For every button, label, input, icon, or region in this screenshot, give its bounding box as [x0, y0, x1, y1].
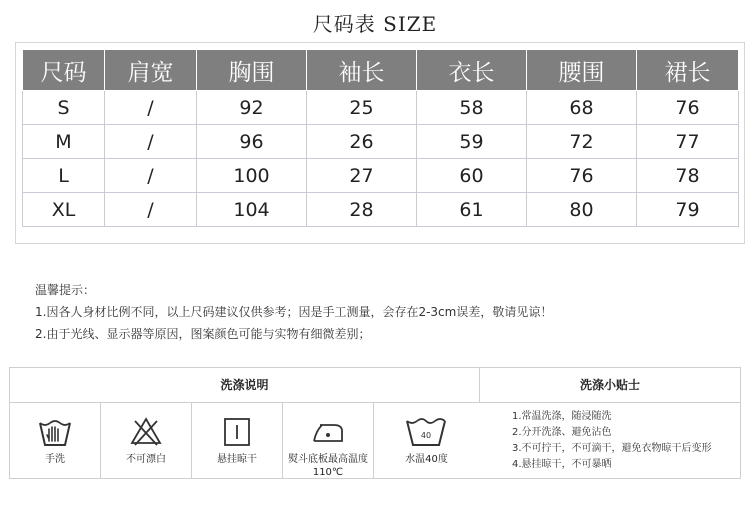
table-cell: 68 — [527, 91, 637, 125]
table-row — [23, 91, 739, 125]
size-table — [22, 49, 739, 227]
table-cell: S — [23, 91, 105, 125]
size-table-header-row — [23, 50, 739, 91]
table-cell: XL — [23, 193, 105, 227]
table-cell: 26 — [307, 125, 417, 159]
tip-line: 1.因各人身材比例不同，以上尺码建议仅供参考；因是手工测量，会存在2-3cm误差，敬请见谅！ — [35, 305, 553, 319]
table-cell: 76 — [527, 159, 637, 193]
care-tips-title: 洗涤小贴士 — [480, 368, 740, 403]
table-cell: 100 — [197, 159, 307, 193]
page-title: 尺码表 SIZE — [312, 12, 438, 36]
tip-line: 2.由于光线、显示器等原因，图案颜色可能与实物有细微差别； — [35, 327, 371, 341]
table-cell: M — [23, 125, 105, 159]
table-cell: 77 — [637, 125, 739, 159]
care-symbol-label: 手洗 — [45, 454, 65, 465]
table-cell: 25 — [307, 91, 417, 125]
water-temp-icon — [404, 415, 448, 449]
table-row — [23, 125, 739, 159]
hand-wash-icon — [37, 415, 73, 449]
table-cell: 80 — [527, 193, 637, 227]
table-cell: 96 — [197, 125, 307, 159]
table-cell: L — [23, 159, 105, 193]
care-symbol-label: 熨斗底板最高温度110℃ — [288, 454, 368, 478]
table-cell: 76 — [637, 91, 739, 125]
care-tips-list — [480, 403, 740, 479]
hang-dry-icon — [219, 415, 255, 449]
care-symbol-hang-dry — [192, 403, 283, 479]
care-symbol-label: 悬挂晾干 — [217, 454, 257, 465]
table-cell: / — [105, 193, 197, 227]
care-symbol-label: 不可漂白 — [126, 454, 166, 465]
table-cell: 60 — [417, 159, 527, 193]
no-bleach-icon — [128, 415, 164, 449]
care-symbol-no-bleach — [101, 403, 192, 479]
list-item: 2.分开洗涤、避免沾色 — [512, 427, 612, 438]
column-header-waist: 腰围 — [527, 50, 637, 91]
table-cell: 27 — [307, 159, 417, 193]
tips-heading: 温馨提示： — [35, 283, 96, 297]
tips-section — [35, 279, 552, 345]
care-symbol-water-temp — [374, 403, 479, 479]
table-cell: / — [105, 125, 197, 159]
table-cell: / — [105, 159, 197, 193]
care-symbol-iron — [283, 403, 374, 479]
table-cell: 28 — [307, 193, 417, 227]
table-cell: 78 — [637, 159, 739, 193]
column-header-size: 尺码 — [23, 50, 105, 91]
care-instructions — [9, 367, 741, 479]
list-item: 3.不可拧干，不可滴干，避免衣物晾干后变形 — [512, 443, 712, 454]
table-cell: 58 — [417, 91, 527, 125]
table-cell: / — [105, 91, 197, 125]
column-header-skirt-length: 裙长 — [637, 50, 739, 91]
care-symbol-label: 水温40度 — [405, 454, 448, 465]
table-row — [23, 193, 739, 227]
column-header-sleeve: 袖长 — [307, 50, 417, 91]
table-cell: 92 — [197, 91, 307, 125]
table-row — [23, 159, 739, 193]
list-item: 1.常温洗涤，随浸随洗 — [512, 411, 612, 422]
table-cell: 61 — [417, 193, 527, 227]
iron-icon — [310, 415, 346, 449]
column-header-shoulder: 肩宽 — [105, 50, 197, 91]
table-cell: 104 — [197, 193, 307, 227]
table-cell: 72 — [527, 125, 637, 159]
water-temp-badge: 40 — [420, 431, 432, 440]
table-cell: 79 — [637, 193, 739, 227]
care-instructions-title: 洗涤说明 — [10, 368, 480, 403]
size-chart — [15, 42, 745, 244]
table-cell: 59 — [417, 125, 527, 159]
list-item: 4.悬挂晾干，不可暴晒 — [512, 459, 612, 470]
care-symbol-hand-wash — [10, 403, 101, 479]
column-header-length: 衣长 — [417, 50, 527, 91]
column-header-bust: 胸围 — [197, 50, 307, 91]
